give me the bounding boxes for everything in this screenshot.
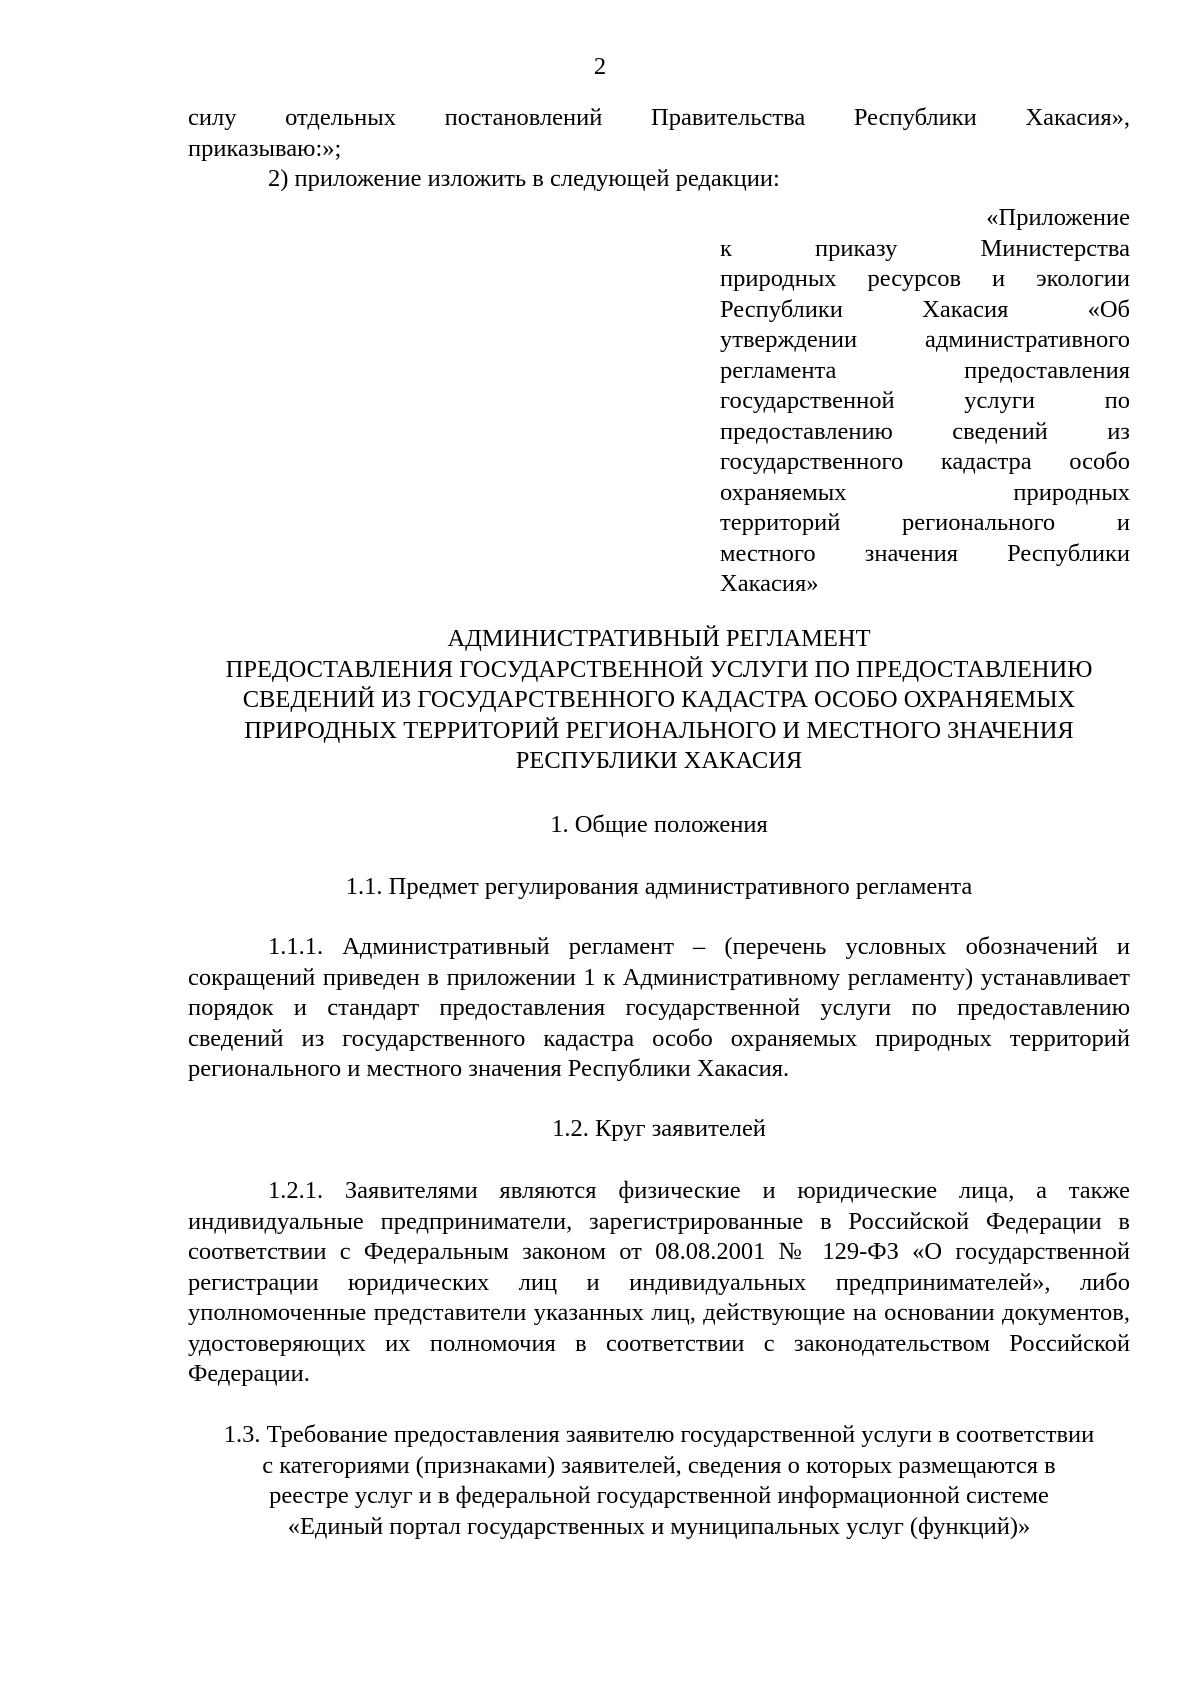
section-1-1-heading: 1.1. Предмет регулирования административного регламента [345, 873, 973, 900]
appendix-line: регламента предоставления [720, 356, 1130, 384]
appendix-line: государственного кадастра особо [720, 448, 1130, 475]
appendix-heading: «Приложение [986, 204, 1130, 231]
appendix-line: местного значения Республики [720, 539, 1130, 567]
section-1-3-heading [188, 1420, 1130, 1542]
title-line: РЕСПУБЛИКИ ХАКАСИЯ [515, 747, 803, 774]
section-1-3-line: с категориями (признаками) заявителей, сведения о которых размещаются в [262, 1451, 1056, 1479]
appendix-line: природных ресурсов и экологии [720, 265, 1130, 292]
appendix-line: утверждении административного [720, 326, 1130, 353]
appendix-line: предоставлению сведений из [720, 417, 1130, 445]
appendix-last-line: Хакасия» [720, 570, 819, 597]
paragraph-1-2-1: 1.2.1. Заявителями являются физические и юридические лица, а также индивидуальные предприниматели, зарегистрированные в Российской Федерации в соответствии с Федеральным законом от 08.08.2001 № 129-ФЗ «О государственной регистрации юридических лиц и индивидуальных предпринимателей», либо уполномоченные представители указанных лиц, действующие на основании документов, удостоверяющих их полномочия в соответствии с законодательством Российской Федерации. [188, 1177, 1130, 1387]
title-line: ПРЕДОСТАВЛЕНИЯ ГОСУДАРСТВЕННОЙ УСЛУГИ ПО ПРЕДОСТАВЛЕНИЮ [225, 655, 1093, 683]
section-1-heading: 1. Общие положения [550, 811, 768, 838]
section-1-3-line: 1.3. Требование предоставления заявителю государственной услуги в соответствии [223, 1421, 1095, 1448]
title-line: АДМИНИСТРАТИВНЫЙ РЕГЛАМЕНТ [447, 625, 871, 652]
appendix-line: к приказу Министерства [720, 234, 1130, 262]
appendix-reference [720, 203, 1130, 600]
appendix-line: государственной услуги по [720, 387, 1130, 414]
intro-block [188, 103, 1130, 195]
document-title [188, 624, 1130, 777]
section-1-3-line: «Единый портал государственных и муниципальных услуг (функций)» [287, 1512, 1031, 1540]
intro-item-2: 2) приложение изложить в следующей редакции: [268, 165, 780, 192]
title-line: ПРИРОДНЫХ ТЕРРИТОРИЙ РЕГИОНАЛЬНОГО И МЕСТНОГО ЗНАЧЕНИЯ [244, 716, 1074, 744]
title-line: СВЕДЕНИЙ ИЗ ГОСУДАРСТВЕННОГО КАДАСТРА ОСОБО ОХРАНЯЕМЫХ [242, 686, 1076, 713]
appendix-line: территорий регионального и [720, 509, 1130, 536]
section-1-2-heading: 1.2. Круг заявителей [552, 1115, 766, 1142]
intro-line-2: приказываю:»; [188, 134, 342, 162]
appendix-line: Республики Хакасия «Об [720, 295, 1130, 323]
intro-line-1: силу отдельных постановлений Правительства Республики Хакасия», [188, 104, 1131, 131]
page-number: 2 [593, 53, 607, 80]
section-1-3-line: реестре услуг и в федеральной государственной информационной системе [269, 1482, 1049, 1509]
paragraph-1-1-1: 1.1.1. Административный регламент – (перечень условных обозначений и сокращений приведен в приложении 1 к Административному регламенту) устанавливает порядок и стандарт предоставления государственной услуги по предоставлению сведений из государственного кадастра особо охраняемых природных территорий регионального и местного значения Республики Хакасия. [188, 933, 1130, 1082]
appendix-line: охраняемых природных [720, 478, 1130, 506]
